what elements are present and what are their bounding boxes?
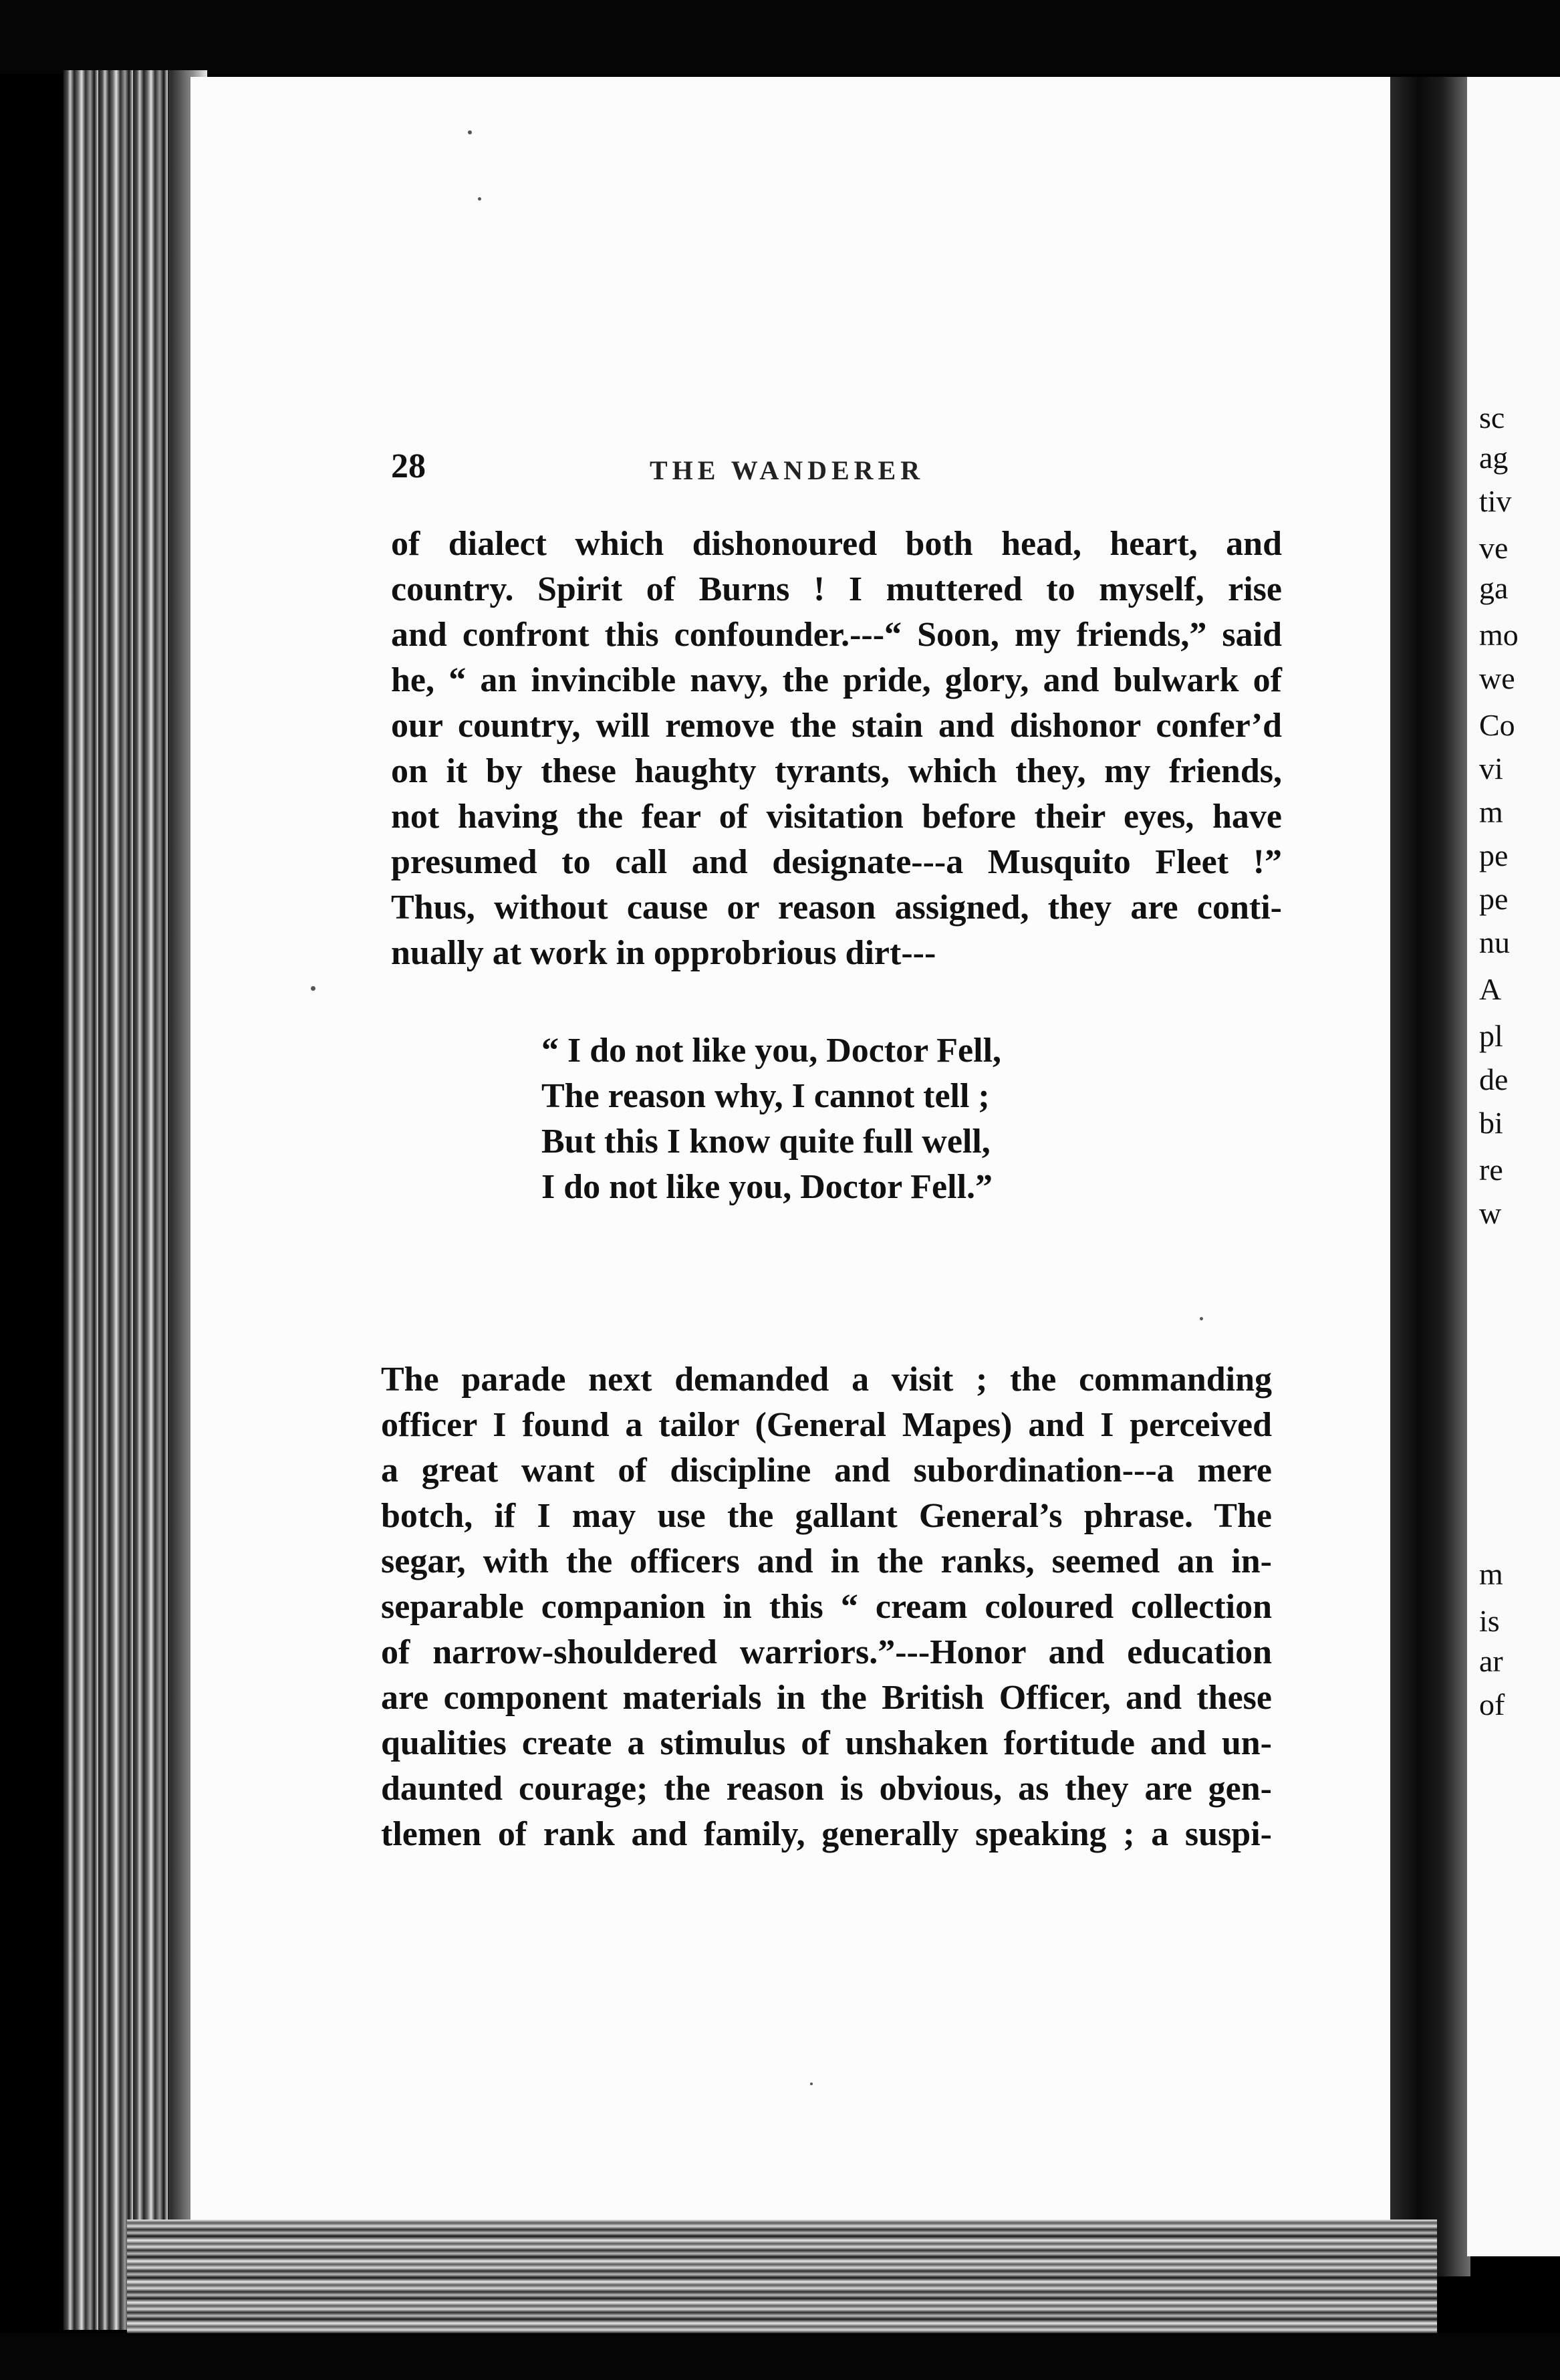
facing-page-text-fragment: de — [1479, 1062, 1509, 1096]
running-title: THE WANDERER — [650, 455, 925, 485]
text-line: on it by these haughty tyrants, which they, my friends, — [391, 752, 1282, 790]
text-line: country. Spirit of Burns ! I muttered to myself, rise — [391, 570, 1282, 608]
facing-page-text-fragment: mo — [1479, 618, 1519, 652]
facing-page-text-fragment: ve — [1479, 531, 1509, 565]
book-gutter — [1390, 77, 1470, 2276]
facing-page-text-fragment: we — [1479, 661, 1515, 695]
facing-page-text-fragment: of — [1479, 1687, 1505, 1721]
scan-top-border — [0, 0, 1560, 74]
text-line: a great want of discipline and subordination---a mere — [381, 1451, 1272, 1490]
text-line: are component materials in the British Officer, and these — [381, 1679, 1272, 1717]
facing-page-text-fragment: m — [1479, 1557, 1503, 1591]
paragraph-1 — [391, 521, 1282, 976]
facing-page-text-fragment: Co — [1479, 708, 1515, 742]
facing-page-text-fragment: tiv — [1479, 484, 1512, 518]
text-line: Thus, without cause or reason assigned, they are conti- — [391, 888, 1282, 927]
text-line: qualities create a stimulus of unshaken fortitude and un- — [381, 1724, 1272, 1762]
verse-line: But this I know quite full well, — [541, 1122, 991, 1161]
text-line: The parade next demanded a visit ; the commanding — [381, 1360, 1272, 1399]
paper-speck — [1200, 1317, 1203, 1320]
facing-page-text-fragment: pe — [1479, 838, 1509, 872]
facing-page-text-fragment: ar — [1479, 1644, 1503, 1678]
verse-line: The reason why, I cannot tell ; — [541, 1077, 990, 1115]
facing-page-text-fragment: pl — [1479, 1019, 1503, 1053]
text-line: of narrow-shouldered warriors.”---Honor and education — [381, 1633, 1272, 1671]
facing-page-text-fragment: ga — [1479, 571, 1509, 605]
facing-page-text-fragment: nu — [1479, 925, 1510, 959]
paper-speck — [468, 130, 472, 134]
verse-quotation — [541, 1028, 1001, 1210]
paper-speck — [311, 986, 315, 991]
text-line: officer I found a tailor (General Mapes) and I perceived — [381, 1406, 1272, 1444]
facing-page-text-fragment: A — [1479, 972, 1502, 1006]
text-line: daunted courage; the reason is obvious, as they are gen- — [381, 1770, 1272, 1808]
facing-page-text-fragment: is — [1479, 1604, 1500, 1638]
text-line: and confront this confounder.---“ Soon, my friends,” said — [391, 616, 1282, 654]
facing-page-text-fragment: re — [1479, 1153, 1503, 1187]
verse-line: “ I do not like you, Doctor Fell, — [541, 1032, 1002, 1070]
text-line: botch, if I may use the gallant General’s phrase. The — [381, 1497, 1272, 1535]
scan-bottom-border — [0, 2333, 1560, 2380]
text-line: he, “ an invincible navy, the pride, glory, and bulwark of — [391, 661, 1282, 699]
facing-page-text-fragment: w — [1479, 1196, 1502, 1230]
paper-speck — [478, 197, 481, 201]
facing-page-text-fragment: ag — [1479, 441, 1509, 475]
facing-page-text-fragment: bi — [1479, 1106, 1503, 1140]
text-line: nually at work in opprobrious dirt--- — [391, 934, 936, 972]
text-line: separable companion in this “ cream coloured collection — [381, 1588, 1272, 1626]
text-line: presumed to call and designate---a Musquito Fleet !” — [391, 843, 1282, 881]
text-line: tlemen of rank and family, generally speaking ; a suspi- — [381, 1815, 1272, 1853]
facing-page-text-fragment: pe — [1479, 882, 1509, 916]
text-line: segar, with the officers and in the ranks, seemed an in- — [381, 1542, 1272, 1580]
facing-page-fragment — [1467, 77, 1560, 2256]
text-line: not having the fear of visitation before their eyes, have — [391, 798, 1282, 836]
page-number: 28 — [391, 447, 426, 485]
paper-speck — [810, 2082, 813, 2085]
paragraph-2 — [381, 1357, 1272, 1857]
facing-page-text-fragment: vi — [1479, 751, 1503, 786]
text-line: our country, will remove the stain and dishonor confer’d — [391, 707, 1282, 745]
facing-page-text-fragment: sc — [1479, 400, 1505, 435]
text-line: of dialect which dishonoured both head, heart, and — [391, 525, 1282, 563]
book-bottom-edge — [127, 2220, 1437, 2340]
facing-page-text-fragment: m — [1479, 795, 1503, 829]
verse-line: I do not like you, Doctor Fell.” — [541, 1168, 993, 1206]
